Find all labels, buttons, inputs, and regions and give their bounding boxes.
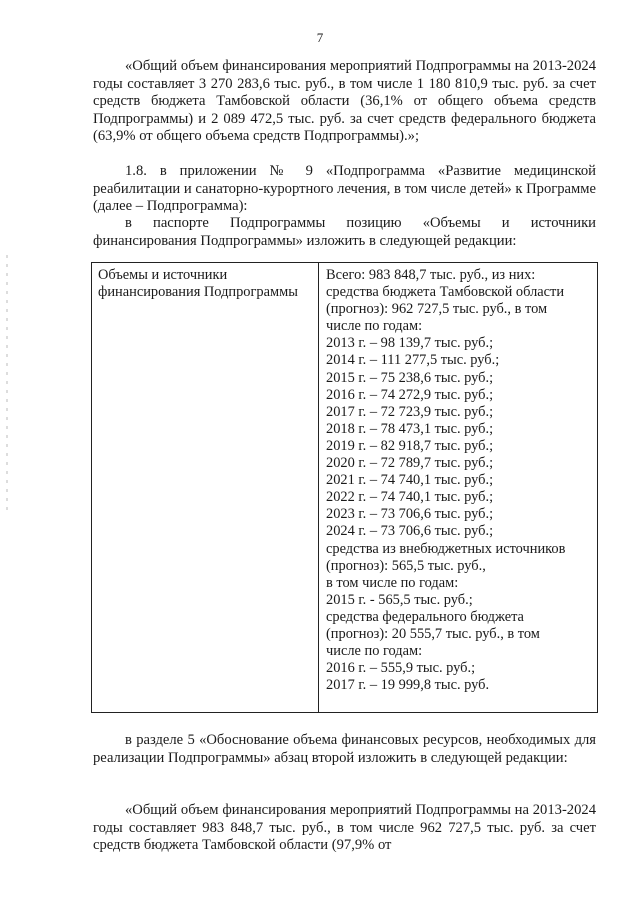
paragraph-total-funding: «Общий объем финансирования мероприятий Подпрограммы на 2013-2024 годы составляет 3 270 283,6 тыс. руб., в том числе 1 180 810,9 тыс. руб. за счет средств бюджета Тамбовской области (36,1% от общего объема средств Подпрограммы) и 2 089 472,5 тыс. руб. за счет средств федерального бюджета (63,9% от общего объема средств Подпрограммы).»; [93, 58, 596, 144]
table-line: 2017 г. – 72 723,9 тыс. руб.; [326, 403, 494, 420]
table-line: 2014 г. – 111 277,5 тыс. руб.; [326, 352, 500, 369]
paragraph-new-total-funding: «Общий объем финансирования мероприятий Подпрограммы на 2013-2024 годы составляет 983 848,7 тыс. руб., в том числе 962 727,5 тыс. руб. за счет средств бюджета Тамбовской области (97,9% от [93, 802, 596, 853]
table-line: средства из внебюджетных источников [326, 540, 566, 557]
table-line: 2016 г. – 555,9 тыс. руб.; [326, 660, 476, 677]
paragraph-item-1-8: 1.8. в приложении № 9 «Подпрограмма «Развитие медицинской реабилитации и санаторно-курортного лечения, в том числе детей» к Программе (далее – Подпрограмма): [93, 163, 596, 214]
table-line: 2015 г. – 75 238,6 тыс. руб.; [326, 369, 494, 386]
table-line: (прогноз): 962 727,5 тыс. руб., в том [326, 301, 548, 318]
table-line: числе по годам: [326, 643, 423, 660]
table-line: числе по годам: [326, 318, 423, 335]
paragraph-passport-instruction: в паспорте Подпрограммы позицию «Объемы и источники финансирования Подпрограммы» изложить в следующей редакции: [93, 215, 596, 249]
table-line: 2015 г. - 565,5 тыс. руб.; [326, 591, 473, 608]
funding-table [91, 262, 598, 713]
table-line: (прогноз): 20 555,7 тыс. руб., в том [326, 625, 540, 642]
table-left-cell: Объемы и источники финансирования Подпрограммы [98, 267, 298, 301]
table-line: 2013 г. – 98 139,7 тыс. руб.; [326, 335, 494, 352]
table-line: 2018 г. – 78 473,1 тыс. руб.; [326, 420, 494, 437]
table-column-divider [318, 263, 319, 712]
page-number: 7 [316, 30, 324, 45]
table-line: (прогноз): 565,5 тыс. руб., [326, 557, 486, 574]
table-line: 2016 г. – 74 272,9 тыс. руб.; [326, 386, 494, 403]
table-line: 2020 г. – 72 789,7 тыс. руб.; [326, 455, 494, 472]
table-line: 2023 г. – 73 706,6 тыс. руб.; [326, 506, 494, 523]
table-line: средства бюджета Тамбовской области [326, 284, 565, 301]
table-line: Всего: 983 848,7 тыс. руб., из них: [326, 267, 536, 283]
table-right-cell [326, 267, 594, 694]
table-line: 2022 г. – 74 740,1 тыс. руб.; [326, 489, 494, 506]
table-line: в том числе по годам: [326, 574, 459, 591]
scan-margin-mark [6, 255, 8, 515]
table-line: средства федерального бюджета [326, 608, 524, 625]
table-line: 2017 г. – 19 999,8 тыс. руб. [326, 677, 490, 694]
paragraph-section-5-instruction: в разделе 5 «Обоснование объема финансовых ресурсов, необходимых для реализации Подпрограммы» абзац второй изложить в следующей редакции: [93, 732, 596, 766]
table-line: 2024 г. – 73 706,6 тыс. руб.; [326, 523, 494, 540]
table-line: 2019 г. – 82 918,7 тыс. руб.; [326, 437, 494, 454]
table-line: 2021 г. – 74 740,1 тыс. руб.; [326, 472, 494, 489]
